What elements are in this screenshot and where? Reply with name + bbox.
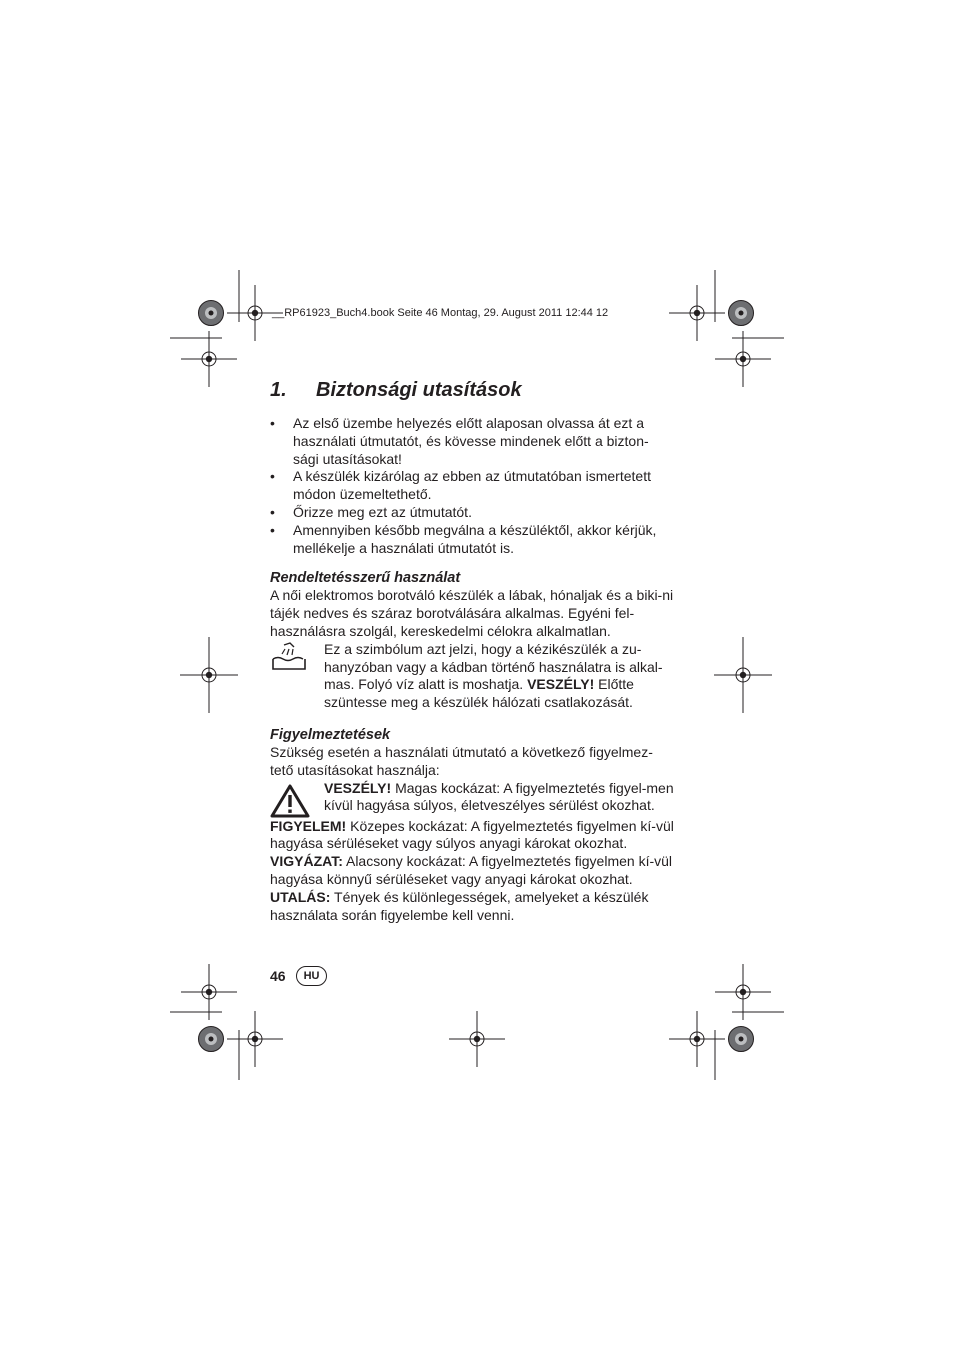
warning-triangle-icon: [270, 784, 310, 818]
intended-use-heading: Rendeltetésszerű használat: [270, 570, 461, 587]
language-badge: HU: [296, 966, 328, 986]
attention-text: Alacsony kockázat: A figyelmeztetés figyelmen kí-vül hagyása könnyű sérüléseket vagy anyagi károkat okozhat.: [270, 853, 673, 887]
section-title: Biztonsági utasítások: [316, 379, 522, 401]
note-text: Tények és különlegességek, amelyeket a készülék használata során figyelembe kell venni.: [270, 888, 649, 923]
symbol-instruction: Előtte szüntesse meg a készülék hálózati csatlakozását.: [324, 676, 634, 711]
attention-label: VIGYÁZAT:: [270, 853, 343, 870]
page-footer: [270, 966, 327, 986]
danger-label: VESZÉLY!: [527, 676, 595, 693]
shower-symbol-block: [270, 641, 674, 712]
list-item: • Az első üzembe helyezés előtt alaposan olvassa át ezt a használati útmutatót, és kövesse mindenek előtt a bizton-sági utasításokat!: [270, 415, 649, 467]
note-label: UTALÁS:: [270, 888, 331, 905]
shower-water-icon: [270, 641, 308, 673]
list-item: • A készülék kizárólag az ebben az útmutatóban ismertetett módon üzemeltethető.: [270, 468, 651, 503]
symbol-explanation: Ez a szimbólum azt jelzi, hogy a kézikészülék a zu-hanyzóban vagy a kádban történő használatra is alkal-mas. Folyó víz alatt is moshatja.: [324, 640, 663, 693]
safety-bullet-list: [270, 415, 674, 557]
print-file-header: __RP61923_Buch4.book Seite 46 Montag, 29. August 2011 12:44 12: [272, 307, 609, 319]
caution-text: Közepes kockázat: A figyelmeztetés figyelmen kí-vül hagyása sérüléseket vagy súlyos anyagi károkat okozhat.: [270, 817, 674, 852]
danger-label: VESZÉLY!: [324, 779, 392, 796]
list-item: • Amennyiben később megválna a készüléktől, akkor kérjük, mellékelje a használati útmutatót is.: [270, 521, 657, 556]
danger-block: [270, 780, 674, 818]
caution-label: FIGYELEM!: [270, 817, 347, 834]
attention-paragraph: [270, 853, 674, 889]
intended-use-paragraph: A női elektromos borotváló készülék a lábak, hónaljak és a biki-ni tájék nedves és száraz borotválására alkalmas. Egyéni fel-használásra szolgál, kereskedelmi célokra alkalmatlan.: [270, 587, 674, 639]
warnings-intro: Szükség esetén a használati útmutató a következő figyelmez-tető utasításokat használja:: [270, 743, 653, 778]
list-item: • Őrizze meg ezt az útmutatót.: [270, 503, 472, 520]
note-paragraph: [270, 889, 674, 925]
section-heading: [270, 376, 674, 404]
page-content: [270, 376, 674, 924]
danger-text: Magas kockázat: A figyelmeztetés figyel-men kívül hagyása súlyos, életveszélyes sérülést okozhat.: [324, 779, 674, 814]
caution-paragraph: [270, 818, 674, 854]
page-number: 46: [270, 968, 286, 984]
section-number: 1.: [270, 379, 287, 401]
warnings-heading: Figyelmeztetések: [270, 726, 391, 743]
